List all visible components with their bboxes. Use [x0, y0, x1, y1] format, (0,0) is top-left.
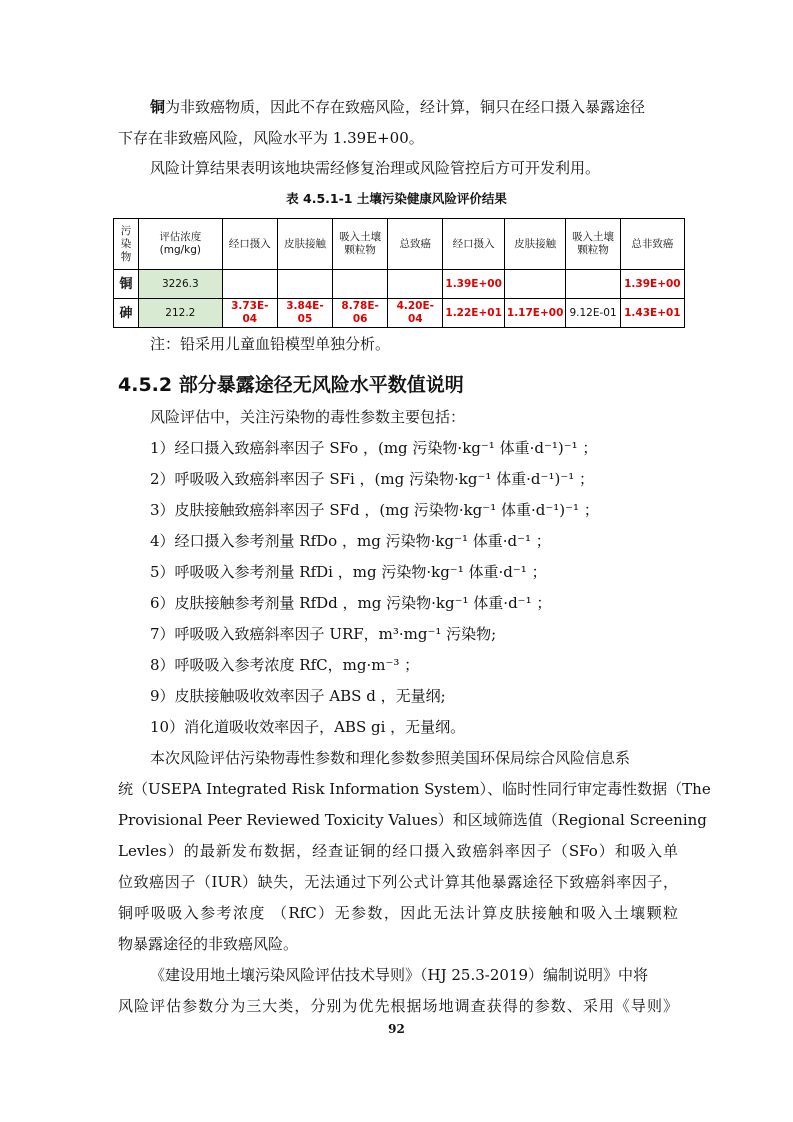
row-pollutant: 砷 — [114, 299, 139, 328]
table-caption: 表 4.5.1-1 土壤污染健康风险评价结果 — [286, 191, 507, 206]
section-lead: 风险评估中，关注污染物的毒性参数主要包括： — [150, 408, 466, 426]
header-oral-carc: 经口摄入 — [222, 219, 277, 270]
table-cell: 8.78E-06 — [333, 299, 388, 328]
table-cell: 4.20E-04 — [388, 299, 443, 328]
table-cell: 3.84E-05 — [277, 299, 332, 328]
table-cell: 9.12E-01 — [566, 299, 620, 328]
paragraph-line: 位致癌因子（IUR）缺失，无法通过下列公式计算其他暴露途径下致癌斜率因子， — [118, 873, 678, 891]
list-item: 2）呼吸吸入致癌斜率因子 SFi ，(mg 污染物·kg⁻¹ 体重·d⁻¹)⁻¹ ； — [150, 470, 595, 488]
header-oral-noncarc: 经口摄入 — [443, 219, 505, 270]
header-total-carc: 总致癌 — [388, 219, 443, 270]
paragraph-line: 风险评估参数分为三大类，分别为优先根据场地调查获得的参数、采用《导则》 — [118, 997, 678, 1015]
table-cell: 3.73E-04 — [222, 299, 277, 328]
list-item: 4）经口摄入参考剂量 RfDo ，mg 污染物·kg⁻¹ 体重·d⁻¹ ； — [150, 532, 551, 550]
paragraph-line: 统（USEPA Integrated Risk Information System）、临时性同行审定毒性数据（The — [118, 780, 711, 798]
table-cell — [504, 270, 566, 299]
header-dermal-noncarc: 皮肤接触 — [504, 219, 566, 270]
header-inhal-carc: 吸入土壤颗粒物 — [333, 219, 388, 270]
row-concentration: 3226.3 — [138, 270, 222, 299]
table-cell: 1.22E+01 — [443, 299, 505, 328]
table-cell — [388, 270, 443, 299]
paragraph-line: Levles）的最新发布数据，经查证铜的经口摄入致癌斜率因子（SFo）和吸入单 — [118, 842, 678, 860]
page-number: 92 — [388, 1022, 405, 1036]
intro-line-1: 铜为非致癌物质，因此不存在致癌风险，经计算，铜只在经口摄入暴露途径 — [150, 98, 646, 116]
table-cell: 1.43E+01 — [620, 299, 684, 328]
list-item: 9）皮肤接触吸收效率因子 ABS d ，无量纲; — [150, 687, 446, 705]
intro-line-2: 下存在非致癌风险，风险水平为 1.39E+00。 — [118, 129, 424, 147]
paragraph-line: Provisional Peer Reviewed Toxicity Values）和区域筛选值（Regional Screening — [118, 811, 707, 829]
section-heading: 4.5.2 部分暴露途径无风险水平数值说明 — [118, 374, 464, 396]
table-cell: 1.17E+00 — [504, 299, 566, 328]
list-item: 8）呼吸吸入参考浓度 RfC，mg·m⁻³ ； — [150, 656, 420, 674]
row-pollutant: 铜 — [114, 270, 139, 299]
list-item: 1）经口摄入致癌斜率因子 SFo ，(mg 污染物·kg⁻¹ 体重·d⁻¹)⁻¹ ； — [150, 439, 598, 457]
table-header-row — [114, 219, 685, 270]
header-dermal-carc: 皮肤接触 — [277, 219, 332, 270]
risk-table — [113, 218, 685, 328]
list-item: 7）呼吸吸入致癌斜率因子 URF，m³·mg⁻¹ 污染物; — [150, 625, 497, 643]
paragraph-line: 物暴露途径的非致癌风险。 — [118, 935, 299, 953]
table-cell — [277, 270, 332, 299]
row-concentration: 212.2 — [138, 299, 222, 328]
list-item: 3）皮肤接触致癌斜率因子 SFd ，(mg 污染物·kg⁻¹ 体重·d⁻¹)⁻¹ ； — [150, 501, 599, 519]
table-row — [114, 270, 685, 299]
table-cell — [222, 270, 277, 299]
paragraph-line: 铜呼吸吸入参考浓度 （RfC）无参数，因此无法计算皮肤接触和吸入土壤颗粒 — [118, 904, 678, 922]
table-note: 注：铅采用儿童血铅模型单独分析。 — [150, 335, 391, 353]
header-concentration: 评估浓度 (mg/kg) — [138, 219, 222, 270]
table-cell — [333, 270, 388, 299]
list-item: 10）消化道吸收效率因子，ABS gi ，无量纲。 — [150, 718, 466, 736]
list-item: 6）皮肤接触参考剂量 RfDd ，mg 污染物·kg⁻¹ 体重·d⁻¹ ； — [150, 594, 552, 612]
paragraph-line: 《建设用地土壤污染风险评估技术导则》（HJ 25.3-2019）编制说明》中将 — [150, 966, 649, 984]
list-item: 5）呼吸吸入参考剂量 RfDi ，mg 污染物·kg⁻¹ 体重·d⁻¹ ； — [150, 563, 547, 581]
intro-line-3: 风险计算结果表明该地块需经修复治理或风险管控后方可开发利用。 — [150, 159, 601, 177]
paragraph-line: 本次风险评估污染物毒性参数和理化参数参照美国环保局综合风险信息系 — [150, 749, 631, 767]
table-cell: 1.39E+00 — [443, 270, 505, 299]
header-total-noncarc: 总非致癌 — [620, 219, 684, 270]
header-inhal-noncarc: 吸入土壤颗粒物 — [566, 219, 620, 270]
header-pollutant: 污染物 — [114, 219, 139, 270]
table-cell: 1.39E+00 — [620, 270, 684, 299]
table-cell — [566, 270, 620, 299]
table-row — [114, 299, 685, 328]
